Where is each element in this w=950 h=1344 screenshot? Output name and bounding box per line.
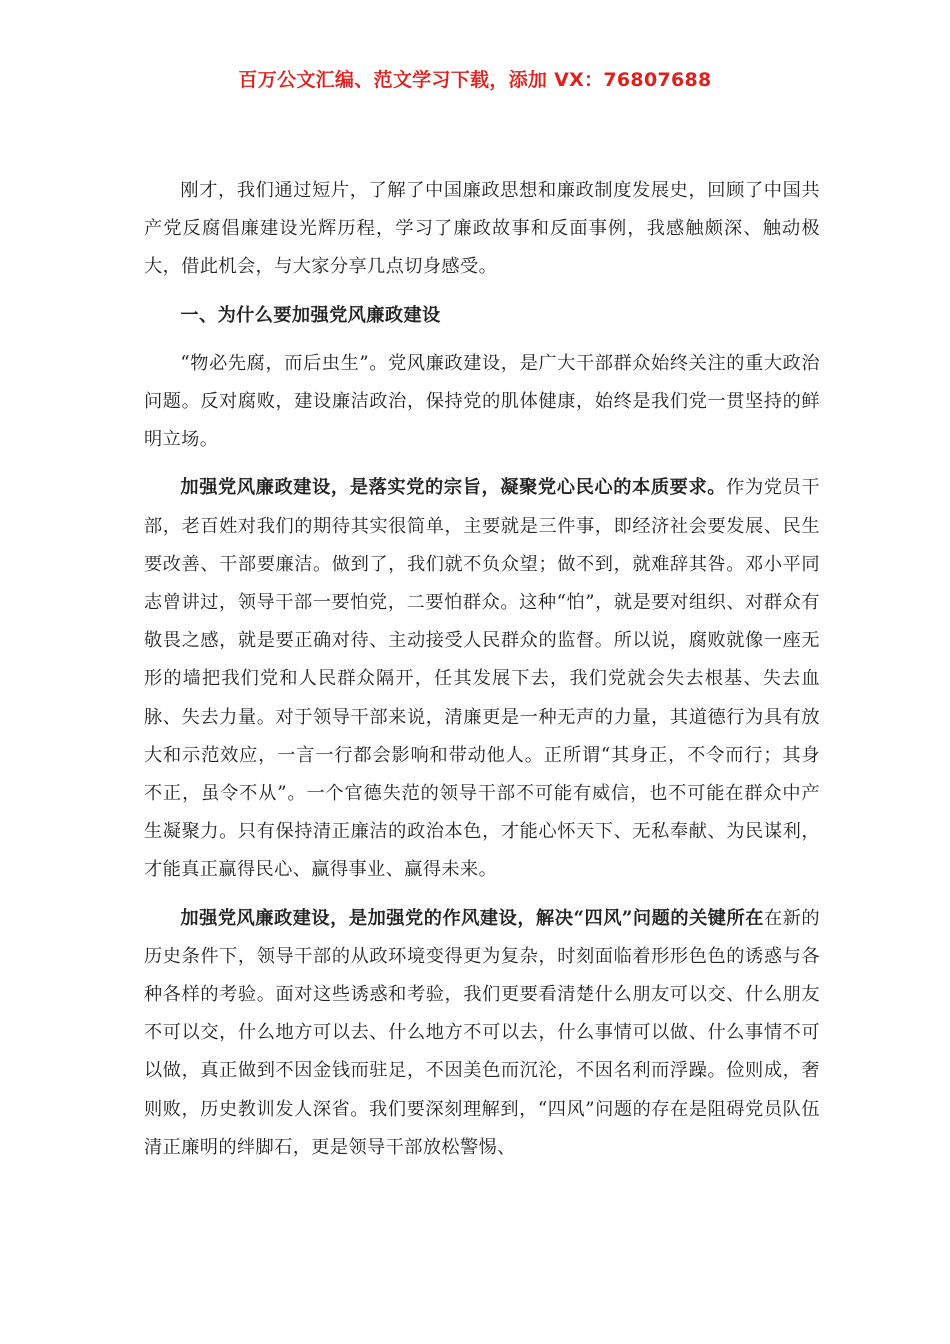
download-notice-header: 百万公文汇编、范文学习下载，添加 VX：76807688 [238,69,712,91]
paragraph-1: “物必先腐，而后虫生”。党风廉政建设，是广大干部群众始终关注的重大政治问题。反对腐败，建设廉洁政治，保持党的肌体健康，始终是我们党一贯坚持的鲜明立场。 [144,352,820,451]
document-body [144,172,820,1177]
section-heading-1: 一、为什么要加强党风廉政建设 [180,304,441,326]
paragraph-2 [144,469,820,889]
paragraph-3-lead: 加强党风廉政建设，是加强党的作风建设，解决“四风”问题的关键所在 [180,907,764,929]
paragraph-3-text: 在新的历史条件下，领导干部的从政环境变得更为复杂，时刻面临着形形色色的诱惑与各种各样的考验。面对这些诱惑和考验，我们更要看清楚什么朋友可以交、什么朋友不可以交，什么地方可以去、什么地方不可以去，什么事情可以做、什么事情不可以做，真正做到不因金钱而驻足，不因美色而沉沦，不因名利而浮躁。俭则成，奢则败，历史教训发人深省。我们要深刻理解到，“四风”问题的存在是阻碍党员队伍清正廉明的绊脚石，更是领导干部放松警惕、 [144,907,820,1158]
paragraph-3 [144,900,820,1167]
paragraph-2-lead: 加强党风廉政建设，是落实党的宗旨，凝聚党心民心的本质要求。 [180,477,727,499]
intro-paragraph: 刚才，我们通过短片，了解了中国廉政思想和廉政制度发展史，回顾了中国共产党反腐倡廉建设光辉历程，学习了廉政故事和反面事例，我感触颇深、触动极大，借此机会，与大家分享几点切身感受。 [144,180,820,278]
paragraph-2-text: 作为党员干部，老百姓对我们的期待其实很简单，主要就是三件事，即经济社会要发展、民生要改善、干部要廉洁。做到了，我们就不负众望；做不到，就难辞其咎。邓小平同志曾讲过，领导干部一要怕党，二要怕群众。这种“怕”，就是要对组织、对群众有敬畏之感，就是要正确对待、主动接受人民群众的监督。所以说，腐败就像一座无形的墙把我们党和人民群众隔开，任其发展下去，我们党就会失去根基、失去血脉、失去力量。对于领导干部来说，清廉更是一种无声的力量，其道德行为具有放大和示范效应，一言一行都会影响和带动他人。正所谓“其身正，不令而行；其身不正，虽令不从”。一个官德失范的领导干部不可能有威信，也不可能在群众中产生凝聚力。只有保持清正廉洁的政治本色，才能心怀天下、无私奉献、为民谋利，才能真正赢得民心、赢得事业、赢得未来。 [144,477,820,881]
